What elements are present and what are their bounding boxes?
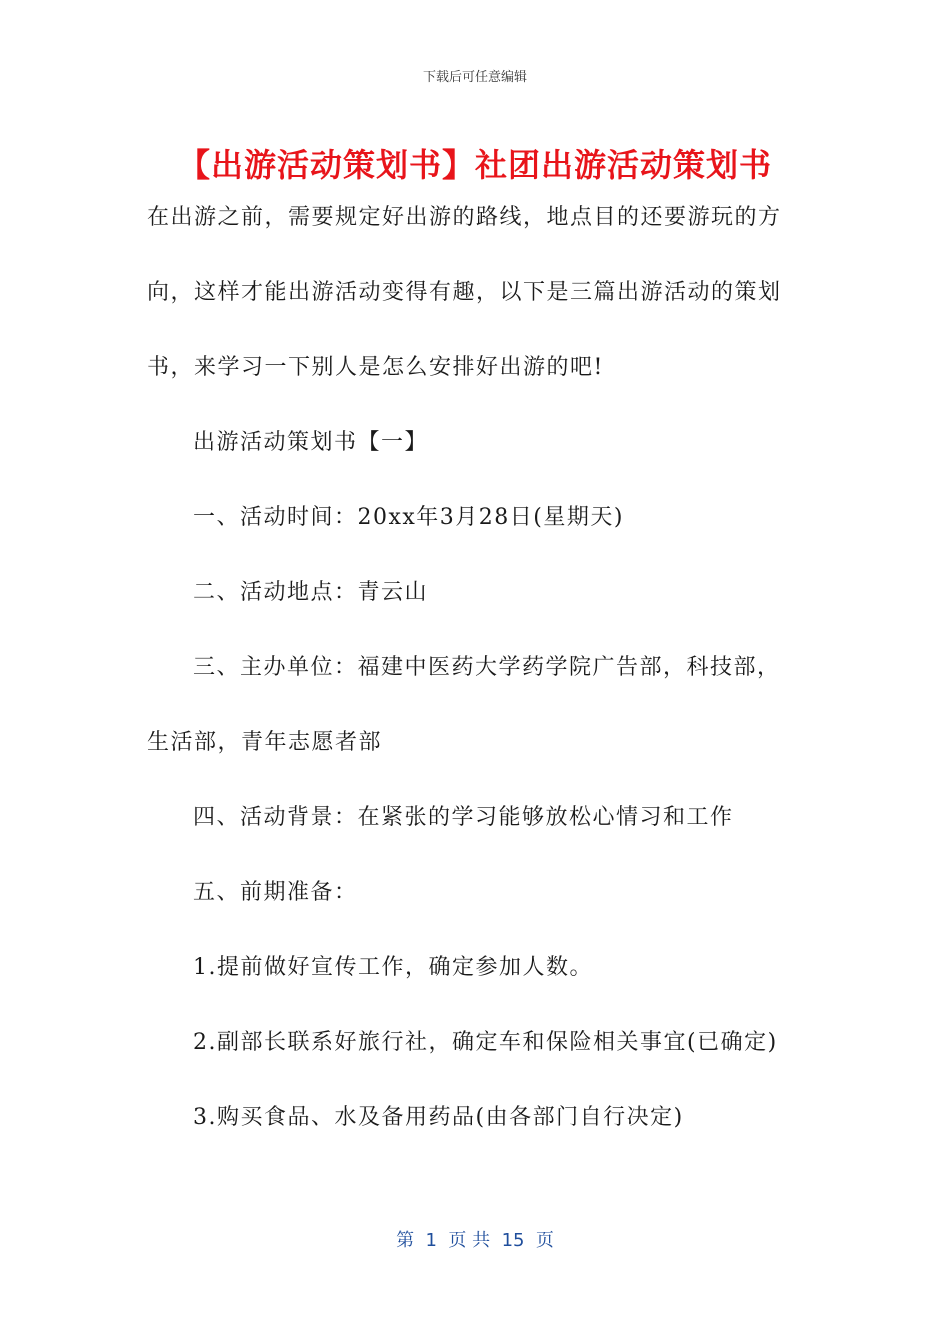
activity-background: 四、活动背景：在紧张的学习能够放松心情习和工作 bbox=[193, 805, 734, 830]
organizers-line-1: 三、主办单位：福建中医药大学药学院广告部，科技部， bbox=[193, 655, 781, 680]
activity-time: 一、活动时间：20xx年3月28日(星期天) bbox=[193, 505, 624, 530]
intro-line-3: 书，来学习一下别人是怎么安排好出游的吧! bbox=[147, 355, 604, 380]
preparation-item-3: 3.购买食品、水及备用药品(由各部门自行决定) bbox=[193, 1105, 684, 1130]
intro-line-1: 在出游之前，需要规定好出游的路线，地点目的还要游玩的方 bbox=[147, 205, 782, 230]
organizers-line-2: 生活部，青年志愿者部 bbox=[147, 730, 383, 755]
preparation-item-2: 2.副部长联系好旅行社，确定车和保险相关事宜(已确定) bbox=[193, 1030, 778, 1055]
page-footer: 第 1 页 共 15 页 bbox=[396, 1230, 554, 1251]
header-note: 下载后可任意编辑 bbox=[422, 70, 527, 85]
section-heading: 出游活动策划书【一】 bbox=[193, 430, 429, 455]
preparation-item-1: 1.提前做好宣传工作，确定参加人数。 bbox=[193, 955, 593, 980]
document-body bbox=[147, 196, 807, 1171]
document-title: 【出游活动策划书】社团出游活动策划书 bbox=[177, 146, 772, 184]
preparation-heading: 五、前期准备： bbox=[193, 880, 358, 905]
activity-location: 二、活动地点：青云山 bbox=[193, 580, 429, 605]
intro-line-2: 向，这样才能出游活动变得有趣，以下是三篇出游活动的策划 bbox=[147, 280, 782, 305]
